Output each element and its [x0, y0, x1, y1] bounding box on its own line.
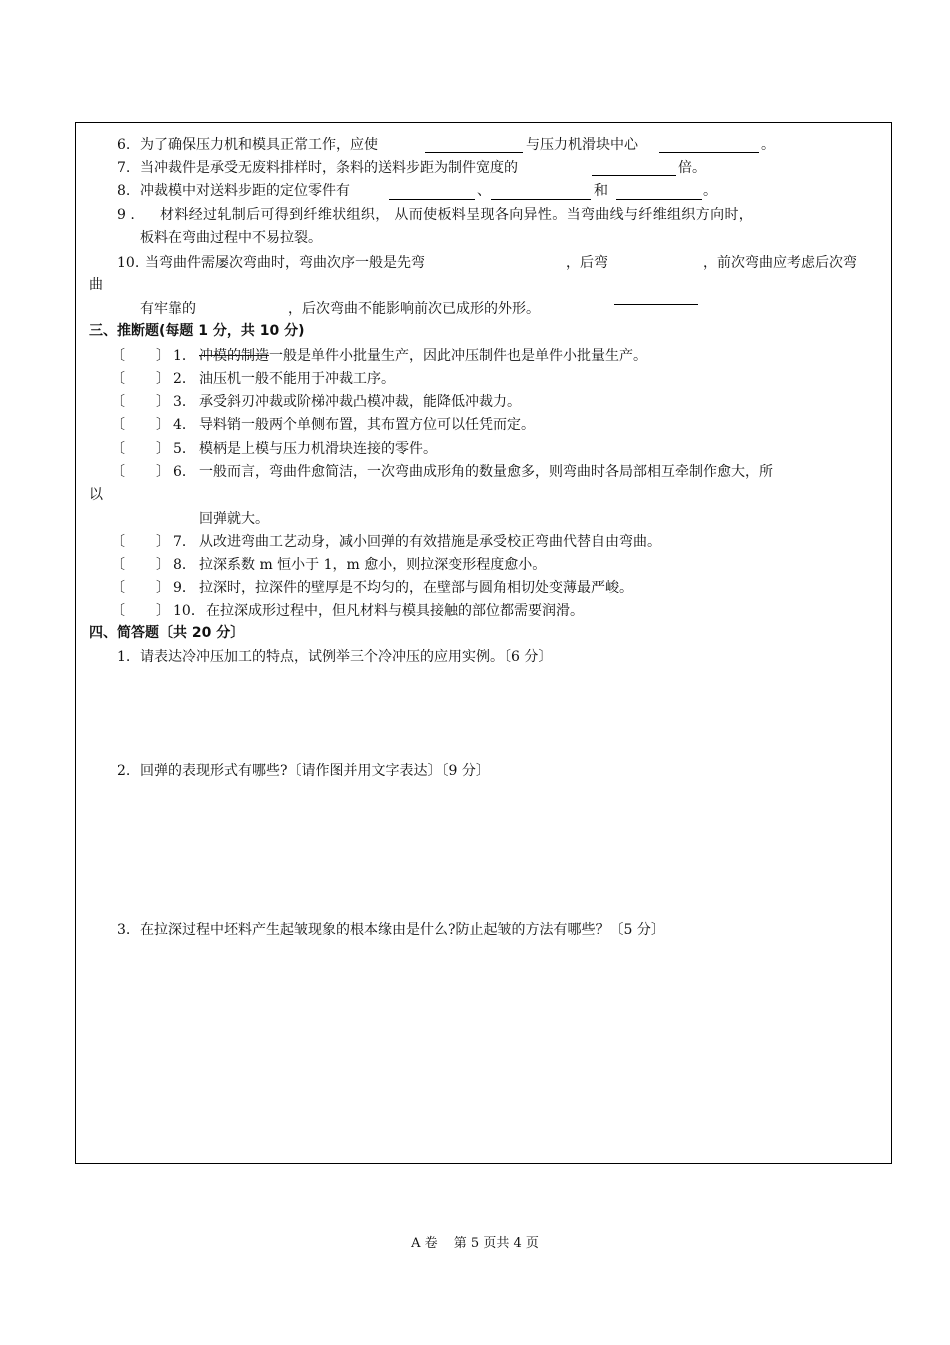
q8-sep-2: 和	[594, 183, 608, 199]
statement-text: 拉深时，拉深件的壁厚是不均匀的，在壁部与圆角相切处变薄最严峻。	[199, 580, 633, 596]
q8-blank-3[interactable]	[616, 199, 702, 200]
statement-text: 油压机一般不能用于冲裁工序。	[199, 371, 395, 387]
statement-text: 模柄是上模与压力机滑块连接的零件。	[199, 441, 437, 457]
judgement-statement	[199, 463, 773, 481]
s4-q1-text: 请表达冷冲压加工的特点，试例举三个冷冲压的应用实例。〔6 分〕	[140, 649, 553, 665]
judgement-number: 7．	[173, 534, 196, 550]
judgement-number: 1．	[173, 348, 196, 364]
judgement-answer-close-paren: 〕	[156, 394, 170, 410]
judgement-answer-close-paren: 〕	[156, 464, 170, 480]
judgement-answer-open-paren: 〔	[111, 371, 125, 387]
judgement-answer-open-paren: 〔	[111, 348, 125, 364]
judgement-statement	[199, 440, 437, 458]
statement-text: 从改进弯曲工艺动身，减小回弹的有效措施是承受校正弯曲代替自由弯曲。	[199, 534, 661, 550]
judgement-answer-slot[interactable]	[126, 463, 154, 481]
q10-text-b: ，后弯	[566, 255, 608, 271]
statement-text: 一般而言，弯曲件愈简洁，一次弯曲成形角的数量愈多，则弯曲时各局部相互牵制作愈大，所	[199, 464, 773, 480]
statement-text: 拉深系数 m 恒小于 1，m 愈小，则拉深变形程度愈小。	[199, 557, 547, 573]
q10-line2-b: ，后次弯曲不能影响前次已成形的外形。	[288, 301, 540, 317]
question-frame	[75, 122, 892, 1164]
judgement-number: 2．	[173, 371, 196, 387]
judgement-answer-slot[interactable]	[126, 440, 154, 458]
judgement-answer-slot[interactable]	[126, 533, 154, 551]
statement-text: 导料销一般两个单侧布置，其布置方位可以任凭而定。	[199, 417, 535, 433]
judgement-answer-close-paren: 〕	[156, 417, 170, 433]
q10-line2-a: 有牢靠的	[140, 301, 196, 317]
judgement-number: 10．	[173, 603, 205, 619]
judgement-statement	[199, 579, 633, 597]
section3-title: 三、推断题(每题 1 分，共 10 分)	[89, 323, 305, 339]
statement-text: 一般是单件小批量生产，因此冲压制件也是单件小批量生产。	[269, 348, 647, 364]
statement-continuation: 回弹就大。	[199, 511, 269, 527]
q10-blank[interactable]	[614, 304, 698, 305]
judgement-answer-close-paren: 〕	[156, 603, 170, 619]
q10-text-a: 当弯曲件需屡次弯曲时，弯曲次序一般是先弯	[145, 255, 425, 271]
judgement-answer-open-paren: 〔	[111, 534, 125, 550]
judgement-answer-close-paren: 〕	[156, 371, 170, 387]
judgement-answer-slot[interactable]	[126, 416, 154, 434]
judgement-statement	[199, 556, 546, 574]
judgement-number: 3．	[173, 394, 196, 410]
judgement-statement	[199, 347, 647, 365]
judgement-answer-open-paren: 〔	[111, 441, 125, 457]
judgement-answer-slot[interactable]	[126, 370, 154, 388]
judgement-answer-slot[interactable]	[126, 347, 154, 365]
q9-line-2: 板料在弯曲过程中不易拉裂。	[140, 230, 322, 246]
q6-blank-1[interactable]	[425, 152, 523, 153]
judgement-number: 8．	[173, 557, 196, 573]
judgement-number: 9．	[173, 580, 196, 596]
judgement-answer-close-paren: 〕	[156, 580, 170, 596]
judgement-number: 4．	[173, 417, 196, 433]
judgement-number: 6．	[173, 464, 196, 480]
s4-q2-text: 回弹的表现形式有哪些?〔请作图并用文字表达〕〔9 分〕	[140, 763, 490, 779]
q8-blank-1[interactable]	[389, 199, 475, 200]
judgement-answer-open-paren: 〔	[111, 464, 125, 480]
judgement-statement	[199, 393, 521, 411]
q6-blank-2[interactable]	[659, 152, 759, 153]
q7-text-b: 倍。	[678, 160, 706, 176]
q8-sep-1: 、	[477, 183, 491, 199]
q9-line-1: 材料经过轧制后可得到纤维状组织， 从而使板料呈现各向异性。当弯曲线与纤维组织方向时，	[160, 207, 754, 223]
s4-q2-number: 2.	[117, 763, 131, 779]
q7-blank[interactable]	[592, 175, 676, 176]
judgement-answer-slot[interactable]	[126, 556, 154, 574]
judgement-answer-open-paren: 〔	[111, 417, 125, 433]
judgement-answer-close-paren: 〕	[156, 534, 170, 550]
judgement-statement	[199, 416, 535, 434]
judgement-statement	[206, 602, 584, 620]
judgement-answer-slot[interactable]	[126, 579, 154, 597]
s4-q1-number: 1.	[117, 649, 131, 665]
q10-wrap: 曲	[89, 277, 103, 293]
judgement-statement	[199, 370, 395, 388]
q6-end: 。	[761, 137, 775, 153]
judgement-answer-close-paren: 〕	[156, 441, 170, 457]
section4-title: 四、简答题〔共 20 分〕	[89, 625, 245, 641]
q7-number: 7.	[117, 160, 131, 176]
statement-wrap: 以	[89, 487, 103, 503]
judgement-answer-slot[interactable]	[126, 602, 154, 620]
judgement-answer-close-paren: 〕	[156, 348, 170, 364]
q6-number: 6.	[117, 137, 131, 153]
page-footer	[0, 1236, 950, 1252]
judgement-answer-close-paren: 〕	[156, 557, 170, 573]
q7-text-a: 当冲裁件是承受无废料排样时，条料的送料步距为制件宽度的	[140, 160, 518, 176]
q8-number: 8.	[117, 183, 131, 199]
q10-number: 10.	[117, 255, 140, 271]
judgement-answer-open-paren: 〔	[111, 557, 125, 573]
judgement-statement	[199, 533, 661, 551]
statement-text: 承受斜刃冲裁或阶梯冲裁凸模冲裁，能降低冲裁力。	[199, 394, 521, 410]
q6-text-a: 为了确保压力机和模具正常工作，应使	[140, 137, 378, 153]
judgement-number: 5．	[173, 441, 196, 457]
statement-text: 在拉深成形过程中，但凡材料与模具接触的部位都需要润滑。	[206, 603, 584, 619]
page-number: 第 5 页共 4 页	[453, 1236, 539, 1251]
q10-text-c: ，前次弯曲应考虑后次弯	[703, 255, 857, 271]
q9-number: 9 .	[117, 207, 135, 223]
q8-end: 。	[703, 183, 717, 199]
s4-q3-number: 3.	[117, 922, 131, 938]
judgement-answer-slot[interactable]	[126, 393, 154, 411]
judgement-answer-open-paren: 〔	[111, 580, 125, 596]
paper-label: A 卷	[411, 1236, 438, 1251]
struck-text: 冲模的制造	[199, 348, 269, 364]
judgement-answer-open-paren: 〔	[111, 603, 125, 619]
q8-blank-2[interactable]	[491, 199, 591, 200]
q8-text-a: 冲裁模中对送料步距的定位零件有	[140, 183, 350, 199]
s4-q3-text: 在拉深过程中坯料产生起皱现象的根本缘由是什么?防止起皱的方法有哪些？〔5 分〕	[140, 922, 665, 938]
q6-text-b: 与压力机滑块中心	[526, 137, 638, 153]
judgement-answer-open-paren: 〔	[111, 394, 125, 410]
